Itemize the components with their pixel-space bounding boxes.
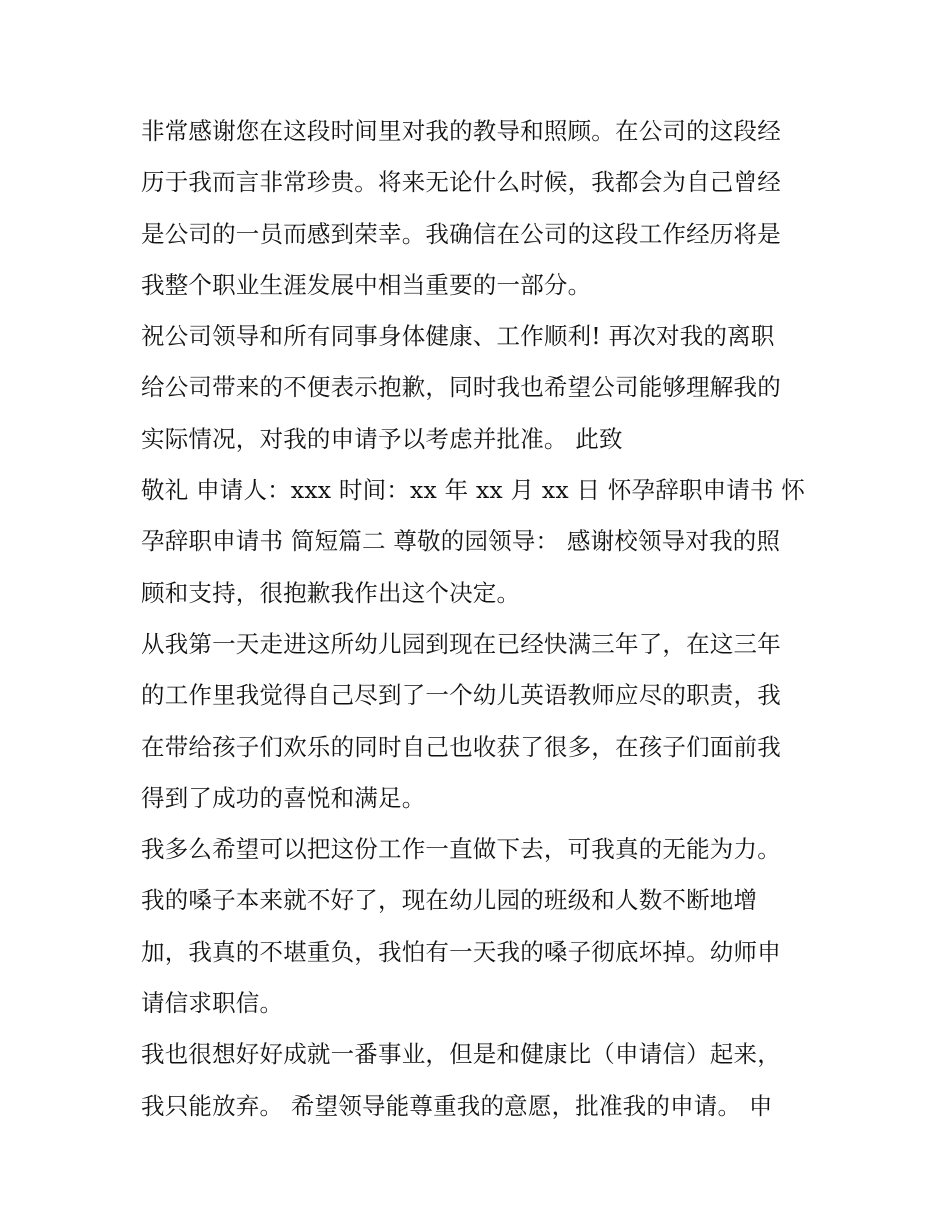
document-body [141,106,813,1132]
text-line: 我的嗓子本来就不好了，现在幼儿园的班级和人数不断地增 [141,886,758,915]
text-line: 得到了成功的喜悦和满足。 [141,783,426,812]
text-line: 的工作里我觉得自己尽到了一个幼儿英语教师应尽的职责，我 [141,681,781,710]
text-line: 我只能放弃。 希望领导能尊重我的意愿，批准我的申请。 申 [141,1091,773,1120]
text-line: 是公司的一员而感到荣幸。我确信在公司的这段工作经历将是 [141,219,781,248]
text-line: 加，我真的不堪重负，我怕有一天我的嗓子彻底坏掉。幼师申 [141,937,781,966]
text-line: 孕辞职申请书 简短篇二 尊敬的园领导： 感谢校领导对我的照 [141,527,781,556]
text-line: 敬礼 申请人：xxx 时间：xx 年 xx 月 xx 日 怀孕辞职申请书 怀 [141,476,806,505]
text-line: 从我第一天走进这所幼儿园到现在已经快满三年了，在这三年 [141,629,781,658]
text-line: 给公司带来的不便表示抱歉，同时我也希望公司能够理解我的 [141,373,781,402]
text-line: 历于我而言非常珍贵。将来无论什么时候，我都会为自己曾经 [141,168,781,197]
text-line: 非常感谢您在这段时间里对我的教导和照顾。在公司的这段经 [141,117,781,145]
text-line: 我也很想好好成就一番事业，但是和健康比（申请信）起来， [141,1040,781,1069]
text-line: 祝公司领导和所有同事身体健康、工作顺利! 再次对我的离职 [141,322,775,351]
text-line: 我整个职业生涯发展中相当重要的一部分。 [141,270,592,299]
text-line: 请信求职信。 [141,989,284,1018]
text-line: 我多么希望可以把这份工作一直做下去，可我真的无能为力。 [141,835,781,864]
text-line: 实际情况，对我的申请予以考虑并批准。 此致 [141,424,623,453]
text-line: 顾和支持，很抱歉我作出这个决定。 [141,578,521,607]
text-line: 在带给孩子们欢乐的同时自己也收获了很多，在孩子们面前我 [141,732,781,761]
